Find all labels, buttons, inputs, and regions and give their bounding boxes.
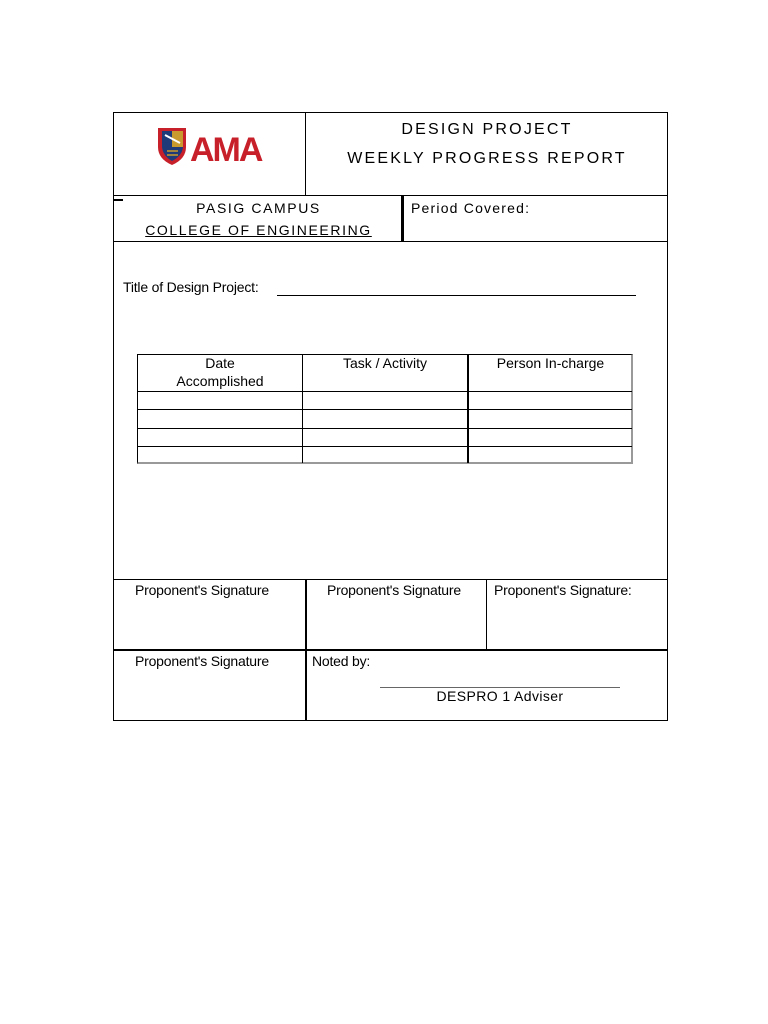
college-name: COLLEGE OF ENGINEERING [145, 222, 372, 238]
table-cell-date[interactable] [138, 392, 302, 409]
table-cell-task[interactable] [303, 392, 467, 409]
period-covered-label: Period Covered: [411, 200, 531, 216]
signature-divider-2 [486, 579, 487, 649]
project-title-label: Title of Design Project: [123, 279, 259, 295]
ama-shield-icon [156, 125, 268, 167]
table-header-task: Task / Activity [342, 355, 428, 371]
report-title-line1: DESIGN PROJECT [401, 121, 573, 138]
table-row-rule [138, 446, 632, 447]
signature-middle-rule [114, 649, 667, 651]
table-cell-person[interactable] [469, 392, 632, 409]
proponent-signature-2: Proponent's Signature [327, 582, 461, 598]
noted-by-label: Noted by: [312, 653, 371, 669]
logo-text: AMA [190, 131, 262, 167]
table-row-rule [138, 409, 632, 410]
project-title-blank[interactable] [277, 295, 636, 296]
table-header-date-line2: Accomplished [176, 373, 264, 389]
table-header-person: Person In-charge [496, 355, 605, 371]
proponent-signature-3: Proponent's Signature: [494, 582, 632, 598]
task-table [137, 354, 633, 464]
table-header-date [138, 354, 302, 390]
campus-divider [401, 195, 404, 241]
progress-report-form [113, 112, 668, 721]
signature-top-rule [114, 579, 667, 580]
table-header-date-line1: Date [205, 355, 235, 371]
report-title-line2: WEEKLY PROGRESS REPORT [347, 150, 627, 167]
header-bottom-rule [114, 195, 667, 196]
campus-bottom-rule [114, 241, 667, 242]
proponent-signature-4: Proponent's Signature [135, 653, 269, 669]
table-row-rule [138, 428, 632, 429]
proponent-signature-1: Proponent's Signature [135, 582, 269, 598]
adviser-label: DESPRO 1 Adviser [436, 688, 564, 704]
ama-logo [156, 125, 268, 167]
campus-name: PASIG CAMPUS [196, 200, 321, 216]
